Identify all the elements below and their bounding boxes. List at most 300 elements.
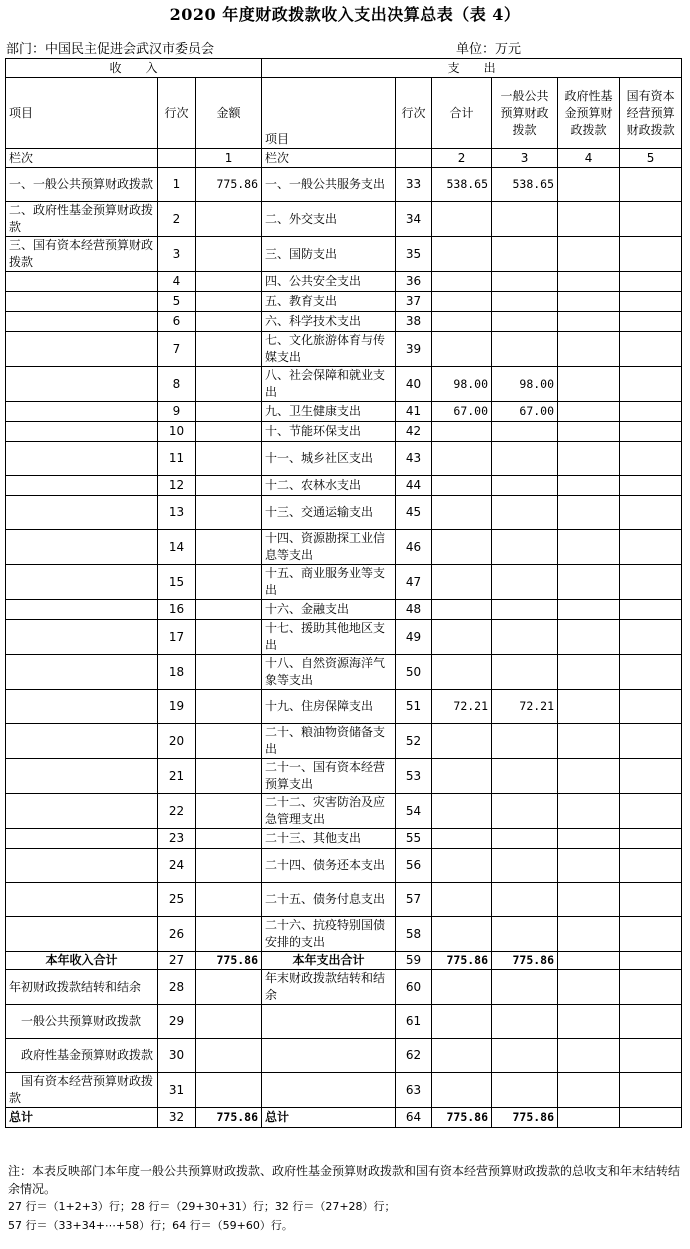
income-item: [6, 655, 158, 690]
expense-state-capital: [620, 402, 682, 422]
expense-item: 十二、农林水支出: [262, 476, 396, 496]
income-amount: [196, 292, 262, 312]
income-item: [6, 794, 158, 829]
expense-line: 53: [396, 759, 432, 794]
expense-item: 十四、资源勘探工业信息等支出: [262, 530, 396, 565]
expense-state-capital: [620, 600, 682, 620]
income-line: 13: [158, 496, 196, 530]
income-line: 11: [158, 442, 196, 476]
expense-item: 二十五、债务付息支出: [262, 883, 396, 917]
header-row-top: [6, 59, 682, 78]
income-item: [6, 442, 158, 476]
table-row: [6, 1073, 682, 1108]
expense-gov-fund: [558, 829, 620, 849]
income-item: [6, 759, 158, 794]
expense-gov-fund: [558, 565, 620, 600]
expense-gov-fund: [558, 476, 620, 496]
income-amount: [196, 496, 262, 530]
expense-general-budget: 775.86: [492, 1108, 558, 1128]
expense-state-capital: [620, 970, 682, 1005]
expense-general-budget: 538.65: [492, 168, 558, 202]
expense-state-capital: [620, 1039, 682, 1073]
income-amount: [196, 332, 262, 367]
table-row: [6, 565, 682, 600]
expense-line: 54: [396, 794, 432, 829]
col-label-2: 栏次: [262, 149, 396, 168]
income-line: 26: [158, 917, 196, 952]
income-amount: [196, 1073, 262, 1108]
expense-general-budget: [492, 724, 558, 759]
expense-line: 42: [396, 422, 432, 442]
expense-line: 37: [396, 292, 432, 312]
expense-state-capital: [620, 312, 682, 332]
expense-total: [432, 442, 492, 476]
income-item: 国有资本经营预算财政拨款: [6, 1073, 158, 1108]
income-amount: [196, 237, 262, 272]
expense-gov-fund: [558, 202, 620, 237]
expense-general-budget: [492, 759, 558, 794]
expense-state-capital: [620, 883, 682, 917]
expense-total: [432, 849, 492, 883]
expense-line: 64: [396, 1108, 432, 1128]
expense-general-budget: [492, 1039, 558, 1073]
income-line: 21: [158, 759, 196, 794]
expense-state-capital: [620, 332, 682, 367]
expense-item: 三、国防支出: [262, 237, 396, 272]
expense-gov-fund: [558, 1039, 620, 1073]
col-3: 3: [492, 149, 558, 168]
table-row: [6, 1005, 682, 1039]
expense-line: 44: [396, 476, 432, 496]
expense-item: 二十、粮油物资储备支出: [262, 724, 396, 759]
expense-item: 十八、自然资源海洋气象等支出: [262, 655, 396, 690]
table-row: [6, 476, 682, 496]
table-row: [6, 883, 682, 917]
table-row: [6, 849, 682, 883]
expense-state-capital: [620, 759, 682, 794]
expense-item: 年末财政拨款结转和结余: [262, 970, 396, 1005]
income-amount: [196, 620, 262, 655]
empty-cell: [396, 149, 432, 168]
income-amount: [196, 367, 262, 402]
expense-item: 五、教育支出: [262, 292, 396, 312]
note-text: 注：本表反映部门本年度一般公共预算财政拨款、政府性基金预算财政拨款和国有资本经营预算财政拨款的总收支和年末结转结余情况。: [8, 1164, 681, 1196]
expense-state-capital: [620, 849, 682, 883]
income-item: [6, 402, 158, 422]
income-line: 12: [158, 476, 196, 496]
unit-label: 单位：万元: [456, 42, 522, 57]
expense-total: 72.21: [432, 690, 492, 724]
table-row: [6, 402, 682, 422]
expense-item: 二十四、债务还本支出: [262, 849, 396, 883]
expense-gov-fund: [558, 655, 620, 690]
expense-item: 二十六、抗疫特别国债安排的支出: [262, 917, 396, 952]
expense-gov-fund: [558, 1073, 620, 1108]
expense-state-capital: [620, 496, 682, 530]
income-item: [6, 496, 158, 530]
expense-general-budget: [492, 655, 558, 690]
expense-gov-fund: [558, 970, 620, 1005]
table-row: [6, 530, 682, 565]
income-amount: [196, 402, 262, 422]
expense-line: 35: [396, 237, 432, 272]
income-item: [6, 849, 158, 883]
income-line: 9: [158, 402, 196, 422]
income-amount: [196, 600, 262, 620]
table-row: [6, 600, 682, 620]
expense-general-budget: [492, 849, 558, 883]
expense-line: 59: [396, 952, 432, 970]
income-item: [6, 272, 158, 292]
expense-general-budget: [492, 442, 558, 476]
expense-state-capital: [620, 1073, 682, 1108]
income-item-header: 项目: [6, 78, 158, 149]
expense-state-capital: [620, 202, 682, 237]
expense-line: 50: [396, 655, 432, 690]
table-row: [6, 794, 682, 829]
expense-gov-fund: [558, 849, 620, 883]
expense-item: 十三、交通运输支出: [262, 496, 396, 530]
income-amount: [196, 970, 262, 1005]
income-amount: [196, 530, 262, 565]
expense-general-budget: 98.00: [492, 367, 558, 402]
income-amount: [196, 829, 262, 849]
income-amount: [196, 655, 262, 690]
expense-gov-fund: [558, 600, 620, 620]
table-row: [6, 970, 682, 1005]
income-amount: [196, 422, 262, 442]
expense-total: [432, 1039, 492, 1073]
income-item: [6, 690, 158, 724]
income-amount-header: 金额: [196, 78, 262, 149]
income-item: [6, 917, 158, 952]
expense-general-budget: [492, 600, 558, 620]
expense-state-capital: [620, 168, 682, 202]
expense-state-capital: [620, 1005, 682, 1039]
income-line: 6: [158, 312, 196, 332]
expense-total: [432, 312, 492, 332]
expense-item: 二十一、国有资本经营预算支出: [262, 759, 396, 794]
income-line: 32: [158, 1108, 196, 1128]
income-amount: [196, 724, 262, 759]
expense-general-budget: [492, 794, 558, 829]
income-line: 18: [158, 655, 196, 690]
expense-state-capital: [620, 1108, 682, 1128]
income-amount: [196, 759, 262, 794]
expense-line: 34: [396, 202, 432, 237]
table-row: [6, 442, 682, 476]
income-line: 10: [158, 422, 196, 442]
expense-line: 40: [396, 367, 432, 402]
income-header: 收 入: [6, 59, 262, 78]
expense-line-header: 行次: [396, 78, 432, 149]
income-line: 25: [158, 883, 196, 917]
expense-item: [262, 1073, 396, 1108]
expense-line: 46: [396, 530, 432, 565]
expense-state-capital: [620, 655, 682, 690]
expense-line: 52: [396, 724, 432, 759]
income-item: 总计: [6, 1108, 158, 1128]
expense-state-capital: [620, 565, 682, 600]
expense-item: 十九、住房保障支出: [262, 690, 396, 724]
expense-state-capital: [620, 829, 682, 849]
table-row: [6, 1039, 682, 1073]
expense-line: 48: [396, 600, 432, 620]
state-capital-header: 国有资本经营预算财政拨款: [620, 78, 682, 149]
expense-total: [432, 476, 492, 496]
expense-line: 57: [396, 883, 432, 917]
expense-total: [432, 970, 492, 1005]
expense-line: 58: [396, 917, 432, 952]
expense-gov-fund: [558, 1108, 620, 1128]
expense-state-capital: [620, 794, 682, 829]
formula-note-1: 27 行＝（1+2+3）行；28 行＝（29+30+31）行；32 行＝（27+28）行；: [8, 1200, 396, 1213]
expense-gov-fund: [558, 530, 620, 565]
expense-item: 十七、援助其他地区支出: [262, 620, 396, 655]
expense-item: 四、公共安全支出: [262, 272, 396, 292]
table-row: [6, 917, 682, 952]
expense-total: [432, 1073, 492, 1108]
income-line: 14: [158, 530, 196, 565]
expense-general-budget: [492, 272, 558, 292]
income-item: 一般公共预算财政拨款: [6, 1005, 158, 1039]
table-row: [6, 620, 682, 655]
expense-state-capital: [620, 724, 682, 759]
expense-total: [432, 565, 492, 600]
income-line: 24: [158, 849, 196, 883]
expense-item: 七、文化旅游体育与传媒支出: [262, 332, 396, 367]
expense-item: 十五、商业服务业等支出: [262, 565, 396, 600]
expense-total: [432, 202, 492, 237]
expense-gov-fund: [558, 442, 620, 476]
expense-general-budget: [492, 917, 558, 952]
expense-gov-fund: [558, 292, 620, 312]
income-line: 17: [158, 620, 196, 655]
income-line: 28: [158, 970, 196, 1005]
income-line: 7: [158, 332, 196, 367]
expense-item: 一、一般公共服务支出: [262, 168, 396, 202]
table-row: [6, 690, 682, 724]
expense-total: 67.00: [432, 402, 492, 422]
budget-table: [5, 58, 682, 1128]
expense-total: [432, 272, 492, 292]
income-item: [6, 724, 158, 759]
expense-general-budget: [492, 312, 558, 332]
col-4: 4: [558, 149, 620, 168]
table-row: [6, 292, 682, 312]
table-row: [6, 724, 682, 759]
expense-total-header: 合计: [432, 78, 492, 149]
expense-line: 49: [396, 620, 432, 655]
table-row: [6, 367, 682, 402]
column-number-row: [6, 149, 682, 168]
income-line: 31: [158, 1073, 196, 1108]
income-amount: [196, 849, 262, 883]
expense-state-capital: [620, 272, 682, 292]
expense-gov-fund: [558, 952, 620, 970]
expense-total: [432, 917, 492, 952]
expense-total: [432, 1005, 492, 1039]
income-amount: 775.86: [196, 168, 262, 202]
expense-line: 38: [396, 312, 432, 332]
income-amount: [196, 917, 262, 952]
expense-state-capital: [620, 422, 682, 442]
general-budget-header: 一般公共预算财政拨款: [492, 78, 558, 149]
income-line: 1: [158, 168, 196, 202]
expense-gov-fund: [558, 312, 620, 332]
income-line: 16: [158, 600, 196, 620]
expense-total: [432, 600, 492, 620]
expense-line: 63: [396, 1073, 432, 1108]
income-amount: [196, 565, 262, 600]
income-amount: [196, 1005, 262, 1039]
expense-line: 45: [396, 496, 432, 530]
expense-state-capital: [620, 442, 682, 476]
expense-item-header: 项目: [262, 78, 396, 149]
income-line: 20: [158, 724, 196, 759]
expense-general-budget: [492, 1073, 558, 1108]
income-item: [6, 332, 158, 367]
expense-gov-fund: [558, 332, 620, 367]
table-row: [6, 168, 682, 202]
income-item: [6, 422, 158, 442]
table-row: [6, 952, 682, 970]
income-item: 政府性基金预算财政拨款: [6, 1039, 158, 1073]
formula-note-2: 57 行＝（33+34+⋯+58）行；64 行＝（59+60）行。: [8, 1219, 293, 1232]
income-item: [6, 476, 158, 496]
expense-gov-fund: [558, 496, 620, 530]
expense-gov-fund: [558, 724, 620, 759]
expense-line: 41: [396, 402, 432, 422]
expense-item: 二、外交支出: [262, 202, 396, 237]
expense-total: [432, 620, 492, 655]
report-title: 2020 年度财政拨款收入支出决算总表（表 4）: [169, 5, 521, 24]
expense-total: 98.00: [432, 367, 492, 402]
expense-total: [432, 794, 492, 829]
expense-item: 本年支出合计: [262, 952, 396, 970]
expense-item: 十、节能环保支出: [262, 422, 396, 442]
expense-header: 支 出: [262, 59, 682, 78]
expense-state-capital: [620, 476, 682, 496]
expense-state-capital: [620, 917, 682, 952]
col-1: 1: [196, 149, 262, 168]
income-item: [6, 620, 158, 655]
expense-item: 九、卫生健康支出: [262, 402, 396, 422]
expense-total: [432, 422, 492, 442]
expense-general-budget: [492, 332, 558, 367]
income-line: 30: [158, 1039, 196, 1073]
income-amount: 775.86: [196, 1108, 262, 1128]
expense-state-capital: [620, 952, 682, 970]
income-item: 二、政府性基金预算财政拨款: [6, 202, 158, 237]
income-line: 2: [158, 202, 196, 237]
income-item: [6, 829, 158, 849]
expense-line: 33: [396, 168, 432, 202]
expense-general-budget: 67.00: [492, 402, 558, 422]
expense-item: 六、科学技术支出: [262, 312, 396, 332]
income-line-header: 行次: [158, 78, 196, 149]
expense-total: [432, 759, 492, 794]
expense-item: [262, 1005, 396, 1039]
expense-general-budget: [492, 565, 558, 600]
expense-item: 二十三、其他支出: [262, 829, 396, 849]
income-amount: [196, 272, 262, 292]
income-item: [6, 565, 158, 600]
expense-line: 60: [396, 970, 432, 1005]
col-2: 2: [432, 149, 492, 168]
income-item: [6, 530, 158, 565]
expense-state-capital: [620, 367, 682, 402]
table-row: [6, 1108, 682, 1128]
expense-line: 51: [396, 690, 432, 724]
income-item: [6, 883, 158, 917]
expense-gov-fund: [558, 237, 620, 272]
expense-gov-fund: [558, 1005, 620, 1039]
expense-total: [432, 237, 492, 272]
expense-line: 61: [396, 1005, 432, 1039]
income-amount: [196, 312, 262, 332]
expense-state-capital: [620, 292, 682, 312]
expense-general-budget: [492, 970, 558, 1005]
expense-gov-fund: [558, 917, 620, 952]
expense-general-budget: [492, 620, 558, 655]
income-line: 22: [158, 794, 196, 829]
income-item: 年初财政拨款结转和结余: [6, 970, 158, 1005]
table-row: [6, 202, 682, 237]
expense-gov-fund: [558, 402, 620, 422]
expense-state-capital: [620, 690, 682, 724]
table-row: [6, 829, 682, 849]
income-line: 4: [158, 272, 196, 292]
expense-item: 八、社会保障和就业支出: [262, 367, 396, 402]
expense-general-budget: [492, 292, 558, 312]
department-label: 部门：中国民主促进会武汉市委员会: [6, 42, 215, 57]
expense-state-capital: [620, 620, 682, 655]
expense-general-budget: [492, 476, 558, 496]
expense-general-budget: [492, 530, 558, 565]
expense-gov-fund: [558, 690, 620, 724]
expense-gov-fund: [558, 272, 620, 292]
table-row: [6, 312, 682, 332]
income-item: [6, 312, 158, 332]
income-amount: [196, 794, 262, 829]
expense-line: 56: [396, 849, 432, 883]
income-item: [6, 367, 158, 402]
income-amount: [196, 202, 262, 237]
income-amount: [196, 690, 262, 724]
table-row: [6, 496, 682, 530]
expense-general-budget: [492, 883, 558, 917]
expense-gov-fund: [558, 759, 620, 794]
expense-line: 39: [396, 332, 432, 367]
expense-item: 总计: [262, 1108, 396, 1128]
expense-total: 538.65: [432, 168, 492, 202]
expense-total: 775.86: [432, 1108, 492, 1128]
table-row: [6, 655, 682, 690]
income-amount: 775.86: [196, 952, 262, 970]
income-item: [6, 292, 158, 312]
expense-line: 62: [396, 1039, 432, 1073]
income-item: 本年收入合计: [6, 952, 158, 970]
table-row: [6, 759, 682, 794]
expense-total: [432, 655, 492, 690]
expense-general-budget: 72.21: [492, 690, 558, 724]
header-row-columns: [6, 78, 682, 149]
income-line: 15: [158, 565, 196, 600]
table-row: [6, 237, 682, 272]
expense-total: [432, 724, 492, 759]
expense-gov-fund: [558, 367, 620, 402]
